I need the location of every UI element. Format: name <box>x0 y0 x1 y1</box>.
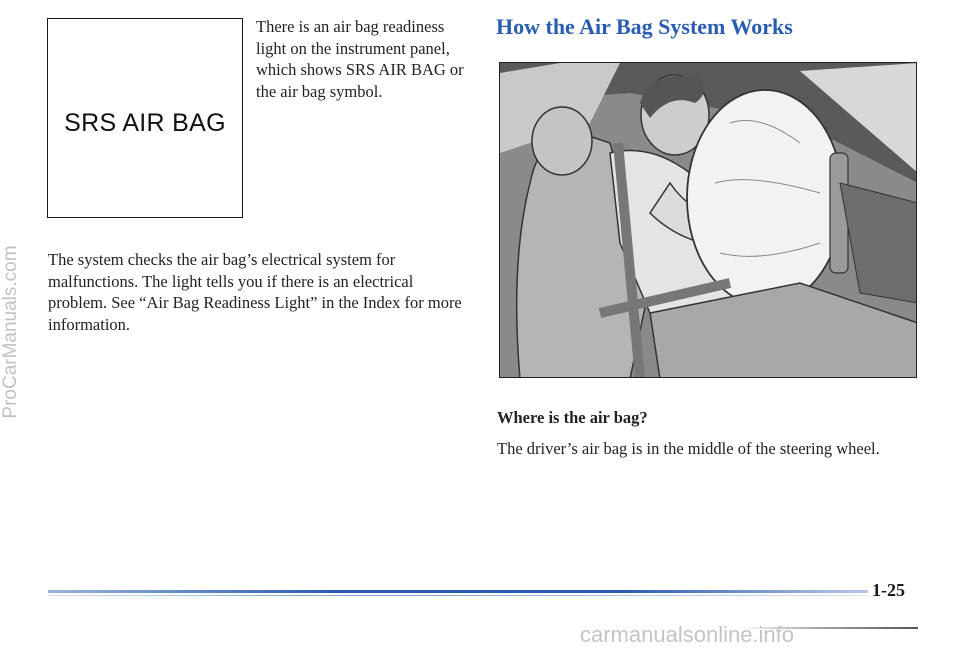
watermark-carmanualsonline: carmanualsonline.info <box>580 622 795 647</box>
srs-indicator-label: SRS AIR BAG <box>64 109 226 137</box>
section-heading: How the Air Bag System Works <box>496 14 793 39</box>
air-bag-location-paragraph: The driver’s air bag is in the middle of the steering wheel. <box>497 439 880 458</box>
air-bag-deployment-illustration <box>499 62 917 378</box>
watermark-procarmanuals: ProCarManuals.com <box>0 245 21 419</box>
driver-airbag-drawing <box>500 63 917 378</box>
footer-rule-thin <box>48 595 868 596</box>
system-check-paragraph: The system checks the air bag’s electrical system for malfunctions. The light tells you if there is an electrical problem. See “Air Bag Readiness Light” in the Index for more information. <box>48 250 462 334</box>
page-number: 1-25 <box>872 580 905 600</box>
where-is-air-bag-heading: Where is the air bag? <box>497 408 648 427</box>
readiness-light-paragraph: There is an air bag readiness light on the instrument panel, which shows SRS AIR BAG or the air bag symbol. <box>256 17 464 101</box>
footer-rule <box>48 590 868 593</box>
srs-indicator-illustration <box>47 18 243 218</box>
